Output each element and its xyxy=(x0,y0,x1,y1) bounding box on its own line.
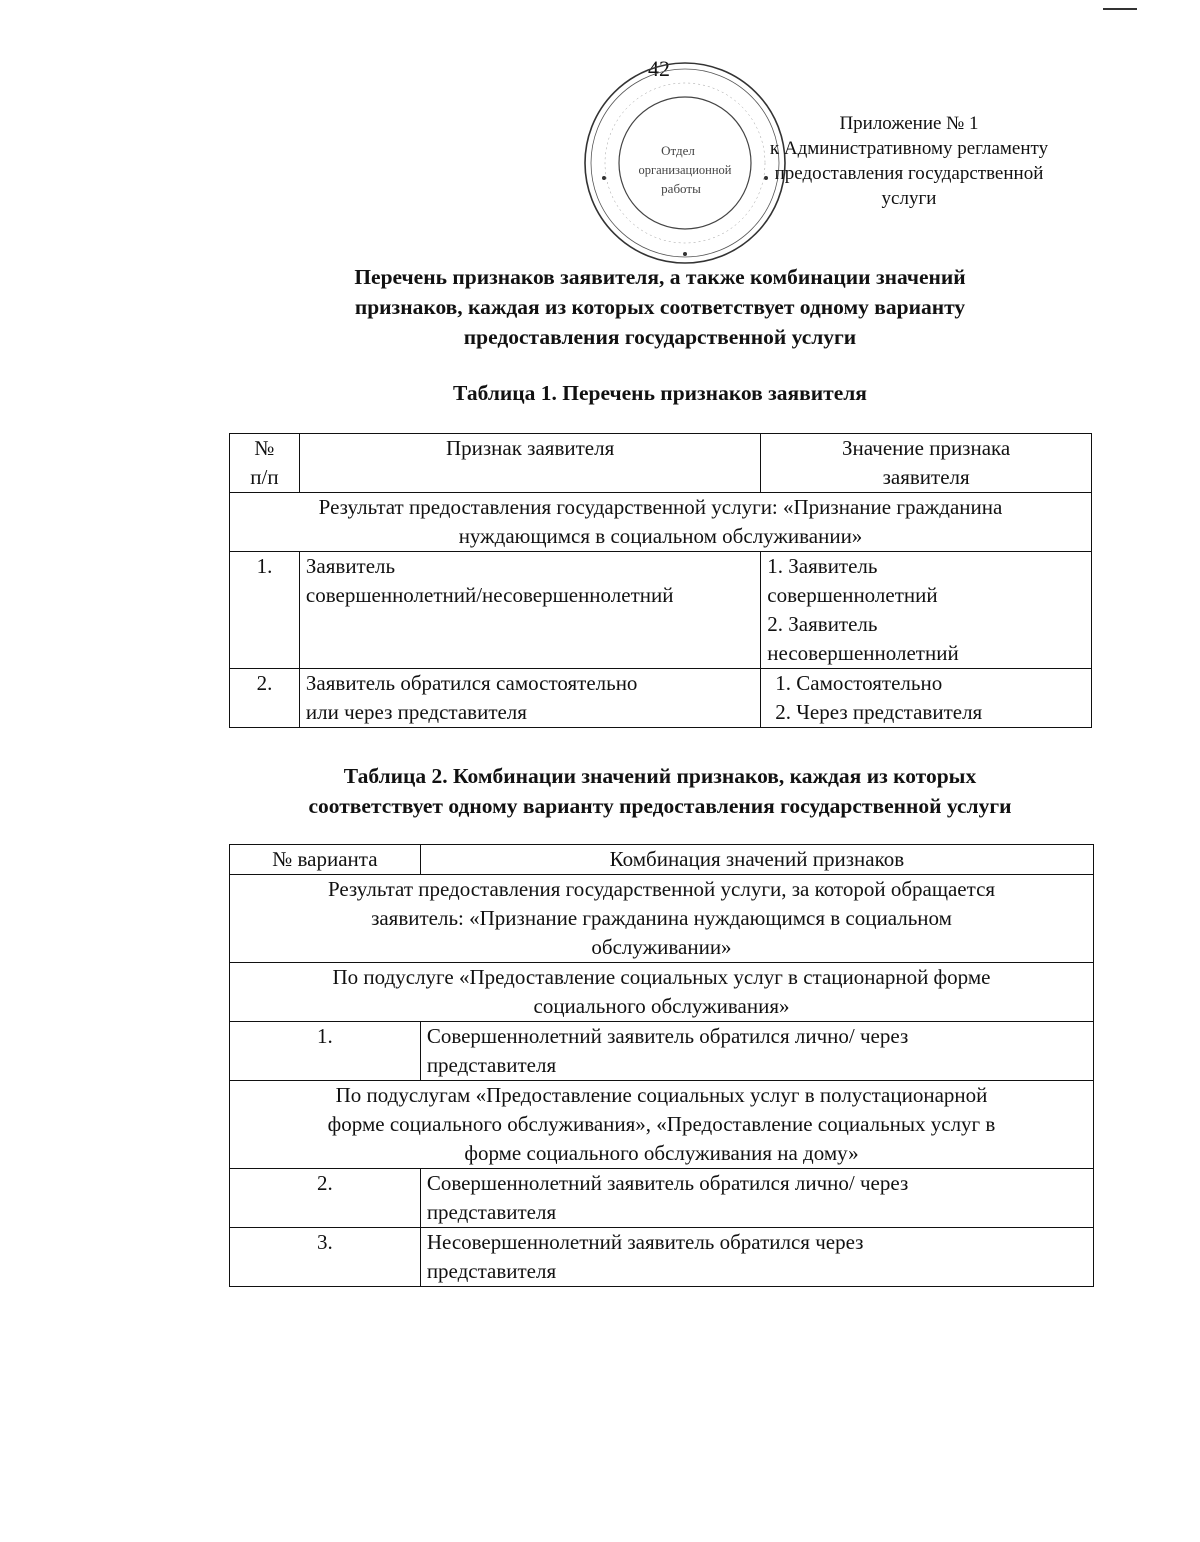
title-line: признаков, каждая из которых соответствует одному варианту xyxy=(354,295,966,319)
variant-num: 3. xyxy=(230,1228,421,1287)
row-num: 1. xyxy=(230,552,300,669)
row-feature: Заявитель совершеннолетний/несовершеннолетний xyxy=(299,552,760,669)
table2-title-line: соответствует одному варианту предоставления государственной услуги xyxy=(308,794,1012,818)
row-values: 1. Самостоятельно 2. Через представителя xyxy=(761,669,1092,728)
header-cell-combination: Комбинация значений признаков xyxy=(420,845,1093,875)
table-row xyxy=(230,1228,1094,1287)
appendix-note xyxy=(754,111,1064,211)
appendix-line: к Административному регламенту xyxy=(769,138,1049,159)
appendix-line: Приложение № 1 xyxy=(839,113,979,134)
header-cell-feature: Признак заявителя xyxy=(299,434,760,493)
row-num: 2. xyxy=(230,669,300,728)
row-feature: Заявитель обратился самостоятельно или через представителя xyxy=(299,669,760,728)
table-row xyxy=(230,1022,1094,1081)
table2-title-line: Таблица 2. Комбинации значений признаков, каждая из которых xyxy=(343,764,977,788)
result-section-cell: Результат предоставления государственной услуги, за которой обращается заявитель: «Признание гражданина нуждающимся в социальном обслуживании» xyxy=(230,875,1094,963)
variant-combination: Совершеннолетний заявитель обратился лично/ через представителя xyxy=(420,1169,1093,1228)
title-line: Перечень признаков заявителя, а также комбинации значений xyxy=(354,265,966,289)
row-values: 1. Заявитель совершеннолетний 2. Заявитель несовершеннолетний xyxy=(761,552,1092,669)
variant-num: 2. xyxy=(230,1169,421,1228)
appendix-line: предоставления государственной xyxy=(774,163,1044,184)
seal-line-1: Отдел xyxy=(661,143,695,158)
appendix-line: услуги xyxy=(881,188,937,209)
document-title xyxy=(230,262,1090,352)
group-heading-row xyxy=(230,963,1094,1022)
variant-combination: Совершеннолетний заявитель обратился лично/ через представителя xyxy=(420,1022,1093,1081)
section-cell: Результат предоставления государственной услуги: «Признание гражданина нуждающимся в социальном обслуживании» xyxy=(230,493,1092,552)
group-heading-cell: По подуслуге «Предоставление социальных услуг в стационарной форме социального обслуживания» xyxy=(230,963,1094,1022)
table-row xyxy=(230,1169,1094,1228)
feature-combinations-table xyxy=(229,844,1094,1287)
table2-title xyxy=(230,761,1090,821)
table-row xyxy=(230,552,1092,669)
table-row xyxy=(230,669,1092,728)
table1-title: Таблица 1. Перечень признаков заявителя xyxy=(453,381,867,405)
table-header-row xyxy=(230,434,1092,493)
section-row xyxy=(230,493,1092,552)
variant-num: 1. xyxy=(230,1022,421,1081)
applicant-features-table xyxy=(229,433,1092,728)
header-cell-variant: № варианта xyxy=(230,845,421,875)
header-cell-num: № п/п xyxy=(230,434,300,493)
seal-line-2: организационной xyxy=(638,163,732,177)
table-header-row xyxy=(230,845,1094,875)
page-number: 42 xyxy=(648,56,670,81)
title-line: предоставления государственной услуги xyxy=(463,325,857,349)
seal-line-3: работы xyxy=(661,181,701,196)
group-heading-cell: По подуслугам «Предоставление социальных услуг в полустационарной форме социального обслуживания», «Предоставление социальных услуг в форме социального обслуживания на дому» xyxy=(230,1081,1094,1169)
corner-mark xyxy=(1103,8,1137,10)
section-row xyxy=(230,875,1094,963)
header-cell-value: Значение признака заявителя xyxy=(761,434,1092,493)
variant-combination: Несовершеннолетний заявитель обратился через представителя xyxy=(420,1228,1093,1287)
group-heading-row xyxy=(230,1081,1094,1169)
